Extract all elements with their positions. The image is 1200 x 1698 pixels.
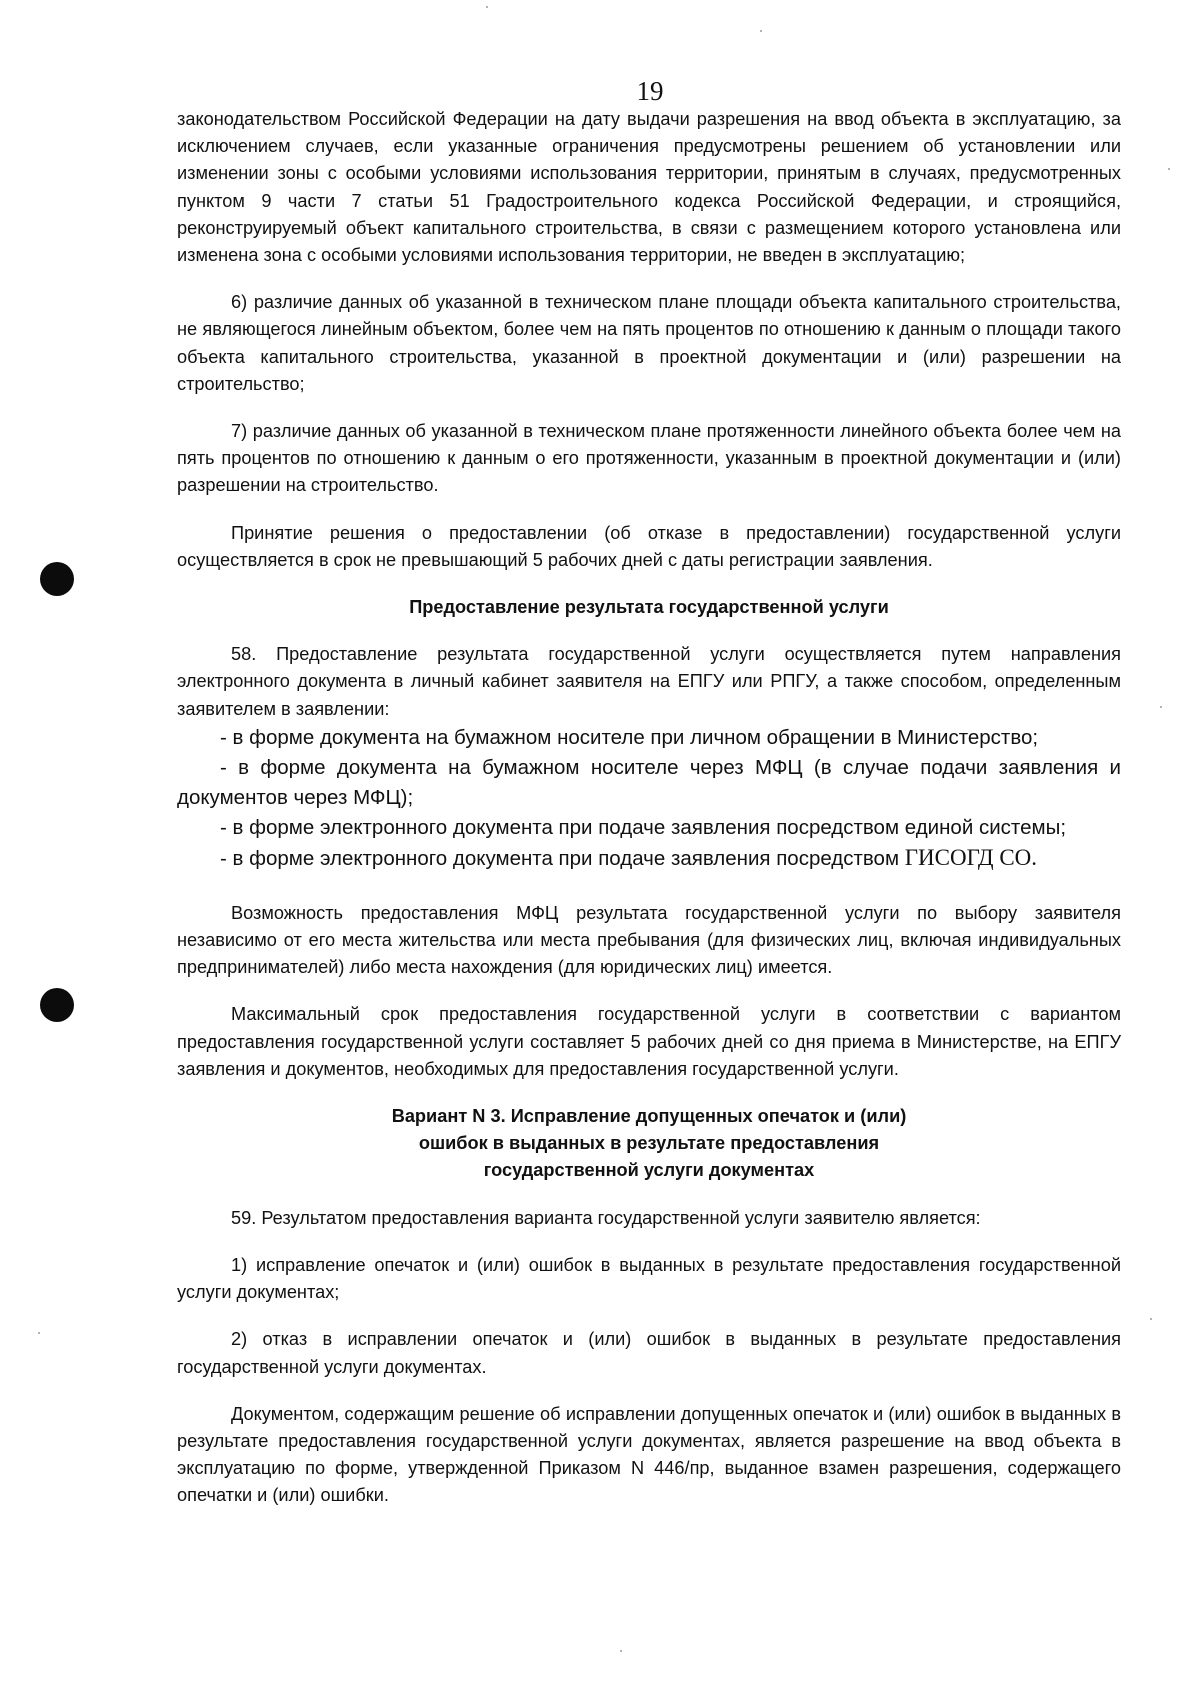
heading-line: государственной услуги документах <box>483 1160 815 1181</box>
list-item-paper-mfc: - в форме документа на бумажном носителе через МФЦ (в случае подачи заявления и документов через МФЦ); <box>177 755 1121 809</box>
scan-speck <box>1168 168 1170 170</box>
paragraph-58: 58. Предоставление результата государственной услуги осуществляется путем направления электронного документа в личный кабинет заявителя на ЕПГУ или РПГУ, а также способом, определенным заявителем в заявлении: <box>177 644 1121 719</box>
section-heading-result: Предоставление результата государственной услуги <box>409 597 889 618</box>
list-item-paper-ministry: - в форме документа на бумажном носителе при личном обращении в Министерство; <box>220 725 1039 749</box>
scan-speck <box>1160 706 1162 708</box>
scan-speck <box>760 30 762 32</box>
section-heading-variant-3 <box>177 1103 1121 1185</box>
paragraph-59-item-2: 2) отказ в исправлении опечаток и (или) ошибок в выданных в результате предоставления государственной услуги документах. <box>177 1329 1121 1377</box>
paragraph-59: 59. Результатом предоставления варианта государственной услуги заявителю является: <box>231 1207 981 1228</box>
paragraph-continuation: законодательством Российской Федерации на дату выдачи разрешения на ввод объекта в эксплуатацию, за исключением случаев, если указанные ограничения предусмотрены решением об установлении или изменении зоны с особыми условиями использования территории, принятым в случаях, предусмотренных пунктом 9 части 7 статьи 51 Градостроительного кодекса Российской Федерации, и строящийся, реконструируемый объект капитального строительства, в связи с размещением которого установлена или изменена зона с особыми условиями использования территории, не введен в эксплуатацию; <box>177 109 1121 266</box>
paragraph-correction-document: Документом, содержащим решение об исправлении допущенных опечаток и (или) ошибок в выданных в результате предоставления государственной услуги документах, является разрешение на ввод объекта в эксплуатацию по форме, утвержденной Приказом N 446/пр, выданное взамен разрешения, содержащего опечатки и (или) ошибки. <box>177 1403 1121 1506</box>
page-number: 19 <box>636 76 664 106</box>
paragraph-mfc-possibility: Возможность предоставления МФЦ результата государственной услуги по выбору заявителя независимо от его места жительства или места пребывания (для физических лиц, включая индивидуальных предпринимателей) либо места нахождения (для юридических лиц) имеется. <box>177 902 1121 978</box>
paragraph-max-term: Максимальный срок предоставления государственной услуги в соответствии с вариантом предоставления государственной услуги составляет 5 рабочих дней со дня приема в Министерстве, на ЕПГУ заявления и документов, необходимых для предоставления государственной услуги. <box>177 1004 1121 1079</box>
scan-speck <box>38 1332 40 1334</box>
paragraph-item-6: 6) различие данных об указанной в техническом плане площади объекта капитального строительства, не являющегося линейным объектом, более чем на пять процентов по отношению к данным о площади такого объекта капитального строительства, указанной в проектной документации и (или) разрешении на строительство; <box>177 292 1121 394</box>
list-item-electronic-unified: - в форме электронного документа при подаче заявления посредством единой системы; <box>220 815 1067 839</box>
list-item-electronic-gisogd <box>177 843 1121 874</box>
heading-line: ошибок в выданных в результате предоставления <box>418 1133 880 1154</box>
punch-hole-top <box>40 562 74 596</box>
paragraph-59-item-1: 1) исправление опечаток и (или) ошибок в выданных в результате предоставления государственной услуги документах; <box>177 1254 1121 1303</box>
paragraph-decision-term: Принятие решения о предоставлении (об отказе в предоставлении) государственной услуги осуществляется в срок не превышающий 5 рабочих дней с даты регистрации заявления. <box>177 522 1121 570</box>
gisogd-label: ГИСОГД СО. <box>904 844 1038 870</box>
punch-hole-bottom <box>40 988 74 1022</box>
heading-line: Вариант N 3. Исправление допущенных опечаток и (или) <box>391 1106 907 1127</box>
list-item-text: - в форме электронного документа при подаче заявления посредством <box>220 846 905 870</box>
document-body <box>177 106 1121 1510</box>
scan-speck <box>620 1650 622 1652</box>
scan-speck <box>1150 1318 1152 1320</box>
scan-speck <box>486 6 488 8</box>
paragraph-item-7: 7) различие данных об указанной в техническом плане протяженности линейного объекта более чем на пять процентов по отношению к данным о его протяженности, указанным в проектной документации и (или) разрешении на строительство. <box>177 421 1121 496</box>
